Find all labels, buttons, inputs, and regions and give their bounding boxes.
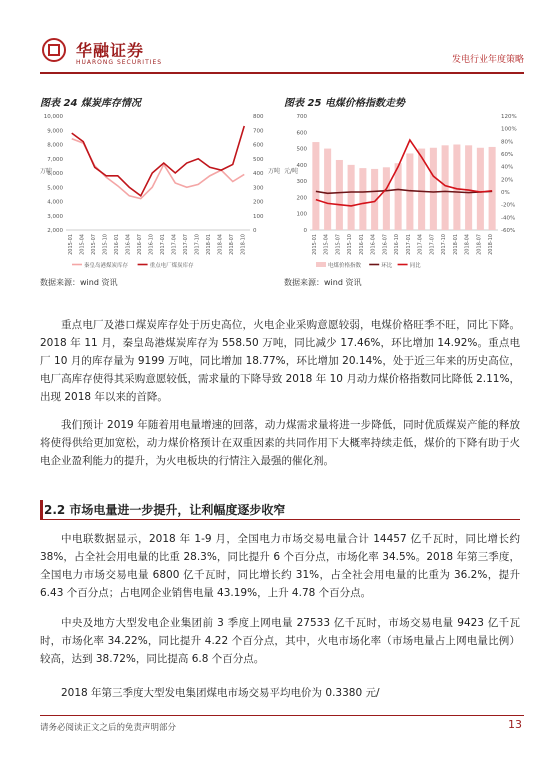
y-right-tick-label: -60% — [501, 228, 516, 234]
price-index-bar — [312, 142, 319, 230]
y-right-tick-label: 120% — [501, 114, 517, 120]
legend-label: 同比 — [409, 263, 421, 269]
x-tick-label: 2017-07 — [182, 234, 189, 255]
y-right-tick-label: -20% — [501, 202, 516, 209]
x-tick-label: 2017-04 — [417, 234, 424, 255]
y-right-tick-label: 80% — [501, 139, 514, 146]
paragraph-generation-groups: 中央及地方大型发电企业集团前 3 季度上网电量 27533 亿千瓦时，市场交易电量 9423 亿千瓦时，市场化率 34.22%，同比提升 4.22 个百分点，其中，火电市场化率（市场电量占上网电量比例）较高，达到 38.72%，同比提高 6.8 个百分点。 — [40, 617, 520, 665]
price-index-bar — [430, 148, 437, 230]
page-header — [0, 0, 560, 72]
x-tick-label: 2018-10 — [240, 234, 247, 255]
y-right-tick-label: 700 — [253, 128, 264, 135]
y-right-tick-label: 600 — [253, 142, 264, 149]
y-left-tick-label: 10,000 — [43, 114, 63, 120]
x-tick-label: 2015-07 — [90, 234, 97, 255]
x-tick-label: 2015-01 — [67, 234, 74, 255]
x-tick-label: 2016-10 — [394, 234, 401, 255]
y-left-tick-label: 200 — [296, 195, 307, 202]
x-tick-label: 2018-01 — [452, 234, 459, 255]
x-tick-label: 2015-04 — [79, 234, 86, 255]
page-number: 13 — [508, 718, 522, 731]
x-tick-label: 2017-01 — [159, 234, 166, 255]
brand-name-en: HUARONG SECURITIES — [76, 59, 163, 66]
x-tick-label: 2017-07 — [429, 234, 436, 255]
y-left-tick-label: 100 — [296, 211, 307, 218]
y-right-tick-label: 0% — [501, 190, 510, 196]
price-index-bar — [383, 167, 390, 230]
x-tick-label: 2015-10 — [347, 234, 354, 255]
y-left-tick-label: 2,000 — [47, 228, 63, 234]
x-tick-label: 2015-01 — [311, 234, 318, 255]
y-right-tick-label: 100 — [253, 213, 264, 220]
x-tick-label: 2017-10 — [441, 234, 448, 255]
y-right-unit: 万吨 — [268, 168, 281, 175]
paragraph-coal-forecast: 我们预计 2019 年随着用电量增速的回落，动力煤需求量将进一步降低，同时优质煤炭产能的释放将使得供给更加宽松，动力煤价格预计在双重因素的共同作用下大概率持续走低，煤价的下降有助于火电企业盈利能力的提升，为火电板块的行情注入最强的催化剂。 — [40, 419, 520, 467]
x-tick-label: 2015-10 — [102, 234, 109, 255]
coal-inventory-chart — [36, 110, 281, 270]
price-index-bar — [442, 145, 449, 230]
x-tick-label: 2018-07 — [476, 234, 483, 255]
y-left-tick-label: 4,000 — [47, 199, 63, 206]
x-tick-label: 2016-10 — [148, 234, 155, 255]
price-index-bar — [359, 168, 366, 230]
x-tick-label: 2016-07 — [382, 234, 389, 255]
y-left-tick-label: 6,000 — [47, 171, 63, 177]
x-tick-label: 2015-07 — [335, 234, 342, 255]
y-right-tick-label: 40% — [501, 164, 514, 171]
price-index-bar — [406, 153, 413, 230]
x-tick-label: 2017-01 — [405, 234, 412, 255]
x-tick-label: 2018-10 — [488, 234, 495, 255]
price-index-bar — [336, 160, 343, 230]
footer-divider — [40, 715, 524, 716]
paragraph-market-trading: 中电联数据显示，2018 年 1-9 月，全国电力市场交易电量合计 14457 亿千瓦时，同比增长约 38%，占全社会用电量的比重 28.3%，同比提升 6 个百分点，市场化率 34.5%。2018 年第三季度，全国电力市场交易电量 6800 亿千瓦时，同比增长约 31%，占全社会用电量的比重为 36.2%，提升 6.43 个百分点；占电网企业销售电量 43.19%，上升 4.78 个百分点。 — [40, 533, 520, 599]
x-tick-label: 2016-01 — [113, 234, 120, 255]
x-tick-label: 2016-04 — [125, 234, 132, 255]
legend-label: 重点电厂煤炭库存 — [149, 263, 194, 269]
x-tick-label: 2018-07 — [228, 234, 235, 255]
huarong-logo-icon — [42, 38, 66, 62]
legend-label: 环比 — [381, 263, 393, 269]
y-right-tick-label: -40% — [501, 215, 516, 222]
footer-disclaimer: 请务必阅读正文之后的免责声明部分 — [40, 723, 177, 733]
section-heading: 2.2 市场电量进一步提升，让利幅度逐步收窄 — [44, 503, 286, 517]
series-line-2 — [72, 126, 245, 196]
brand-name: 华融证券 — [76, 41, 145, 60]
coal-price-index-chart — [280, 110, 524, 270]
y-left-tick-label: 8,000 — [47, 142, 63, 149]
paragraph-electricity-price: 2018 年第三季度大型发电集团煤电市场交易平均电价为 0.3380 元/ — [61, 687, 380, 699]
x-tick-label: 2016-07 — [136, 234, 143, 255]
x-tick-label: 2017-10 — [194, 234, 201, 255]
price-index-bar — [395, 163, 402, 230]
y-right-tick-label: 0 — [253, 228, 257, 234]
x-tick-label: 2018-04 — [464, 234, 471, 255]
legend-label: 电煤价格指数 — [328, 263, 362, 269]
y-left-tick-label: 600 — [296, 130, 307, 137]
y-right-tick-label: 800 — [253, 114, 264, 120]
y-left-tick-label: 400 — [296, 162, 307, 169]
x-tick-label: 2018-01 — [205, 234, 212, 255]
y-left-tick-label: 0 — [303, 228, 307, 234]
paragraph-coal-inventory: 重点电厂及港口煤炭库存处于历史高位，火电企业采购意愿较弱，电煤价格旺季不旺，同比下降。2018 年 11 月，秦皇岛港煤炭库存为 558.50 万吨，同比减少 17.46%，环比增加 14.92%。重点电厂 10 月的库存量为 9199 万吨，同比增加 18.77%，环比增加 20.14%，处于近三年来的历史高位，电厂高库存使得其采购意愿较低，需求量的下降导致 2018 年 10 月动力煤价格指数同比降低 2.11%，出现 2018 年以来的首降。 — [40, 319, 520, 403]
y-left-tick-label: 5,000 — [47, 185, 63, 192]
chart-left-source: 数据来源：wind 资讯 — [40, 278, 118, 287]
y-right-tick-label: 400 — [253, 171, 264, 177]
x-tick-label: 2016-04 — [370, 234, 377, 255]
y-left-unit: 万吨 — [40, 168, 53, 175]
x-tick-label: 2018-04 — [217, 234, 224, 255]
y-left-tick-label: 500 — [296, 146, 307, 153]
y-left-tick-label: 3,000 — [47, 213, 63, 220]
price-index-bar — [477, 148, 484, 230]
y-left-tick-label: 300 — [296, 179, 307, 186]
y-left-tick-label: 700 — [296, 114, 307, 120]
price-index-bar — [453, 145, 460, 231]
header-divider — [40, 72, 524, 74]
legend-swatch — [316, 262, 326, 267]
y-right-tick-label: 500 — [253, 156, 264, 163]
chart-right-source: 数据来源：wind 资讯 — [284, 278, 362, 287]
y-right-tick-label: 60% — [501, 152, 514, 158]
y-right-tick-label: 300 — [253, 185, 264, 192]
legend-label: 秦皇岛港煤炭库存 — [84, 263, 129, 269]
x-tick-label: 2015-04 — [323, 234, 330, 255]
price-index-bar — [324, 149, 331, 230]
chart-left-title: 图表 24 煤炭库存情况 — [40, 98, 141, 109]
y-right-tick-label: 20% — [501, 177, 514, 184]
y-left-unit: 元/吨 — [284, 168, 299, 175]
y-left-tick-label: 9,000 — [47, 128, 63, 135]
price-index-bar — [348, 165, 355, 230]
report-type: 发电行业年度策略 — [451, 55, 524, 65]
y-left-tick-label: 7,000 — [47, 156, 63, 163]
y-right-tick-label: 200 — [253, 199, 264, 206]
chart-right-title: 图表 25 电煤价格指数走势 — [284, 98, 405, 109]
y-right-tick-label: 100% — [501, 126, 517, 133]
x-tick-label: 2016-01 — [358, 234, 365, 255]
x-tick-label: 2017-04 — [171, 234, 178, 255]
price-index-bar — [465, 145, 472, 230]
price-index-bar — [489, 147, 496, 230]
